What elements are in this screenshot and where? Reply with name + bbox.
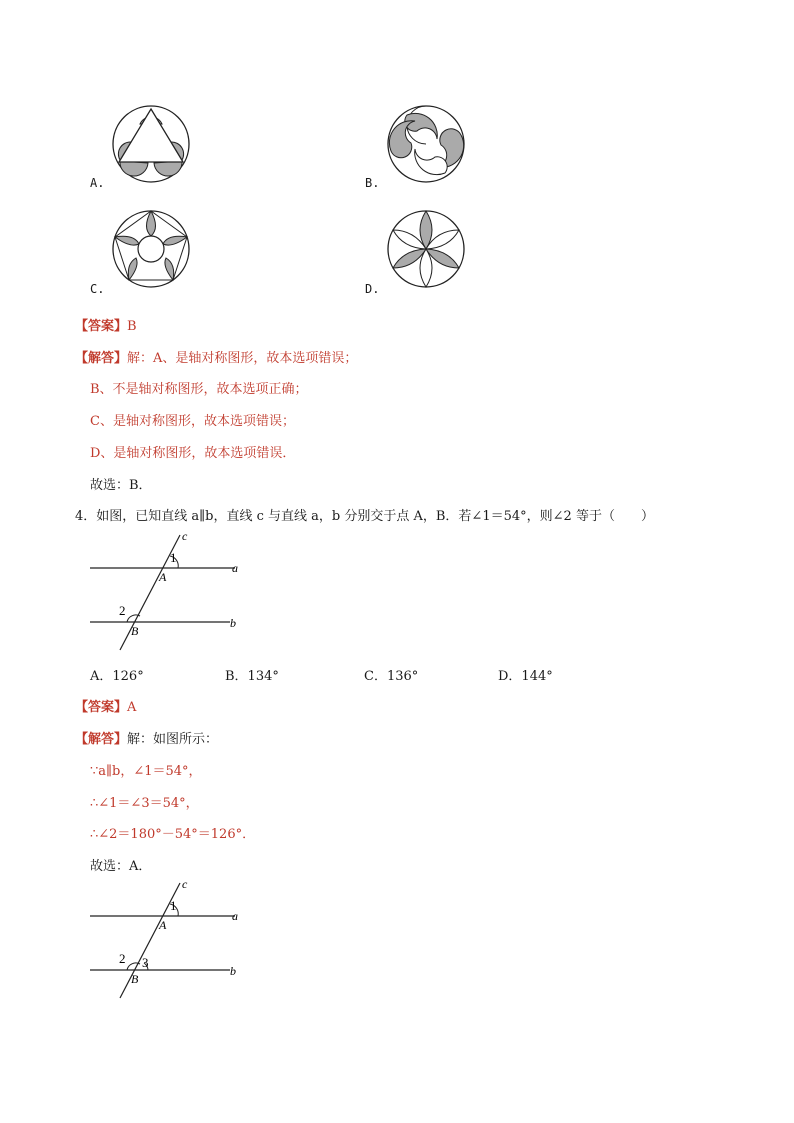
fig2-label-a: a (232, 909, 238, 923)
option-b-figure (385, 103, 467, 185)
q4-figure (85, 530, 255, 655)
q3-solution-line-1: 【解答】解：A、是轴对称图形，故本选项错误； (75, 351, 358, 366)
fig1-label-2: 2 (119, 603, 126, 618)
q4-step-3: ∴∠2＝180°－54°＝126°． (90, 827, 256, 842)
q4-answer: 【答案】A (75, 700, 137, 715)
option-d-label: D. (365, 282, 380, 296)
fig2-label-b: b (230, 964, 236, 978)
q3-solution-line-4: D、是轴对称图形，故本选项错误． (90, 446, 296, 461)
option-d-figure (385, 208, 467, 290)
fig1-label-B: B (131, 624, 139, 638)
option-a-figure (110, 103, 192, 185)
q3-solution-line-3: C、是轴对称图形，故本选项错误； (90, 414, 295, 429)
fig2-label-1: 1 (170, 898, 177, 913)
q4-option-b: B．134° (225, 669, 279, 684)
fig2-label-2: 2 (119, 951, 126, 966)
q4-step-2: ∴∠1＝∠3＝54°， (90, 796, 199, 811)
option-c-label: C. (90, 282, 105, 296)
fig1-label-a: a (232, 561, 238, 575)
fig2-label-3: 3 (142, 955, 149, 970)
q4-solution-intro: 【解答】解：如图所示： (75, 732, 219, 747)
fig2-label-B: B (131, 972, 139, 986)
q4-question: 4．如图，已知直线 a∥b，直线 c 与直线 a，b 分别交于点 A，B．若∠1＝54°，则∠2 等于（ ） (75, 509, 654, 524)
fig1-label-1: 1 (170, 550, 177, 565)
fig1-label-b: b (230, 616, 236, 630)
q4-option-a: A．126° (90, 669, 144, 684)
fig2-label-A: A (159, 918, 167, 932)
q3-solution-line-5: 故选：B． (90, 478, 152, 493)
q3-answer: 【答案】B (75, 319, 137, 334)
fig1-label-c: c (182, 530, 188, 543)
option-b-label: B. (365, 176, 380, 190)
q3-solution-line-2: B、不是轴对称图形，故本选项正确； (90, 382, 308, 397)
q4-option-c: C．136° (364, 669, 419, 684)
fig1-label-A: A (159, 570, 167, 584)
q4-step-1: ∵a∥b，∠1＝54°， (90, 764, 202, 779)
option-c-figure (110, 208, 192, 290)
option-a-label: A. (90, 176, 105, 190)
fig2-label-c: c (182, 878, 188, 891)
q4-step-4: 故选：A． (90, 859, 152, 874)
q4-option-d: D．144° (498, 669, 553, 684)
q4-solution-figure (85, 878, 255, 1003)
